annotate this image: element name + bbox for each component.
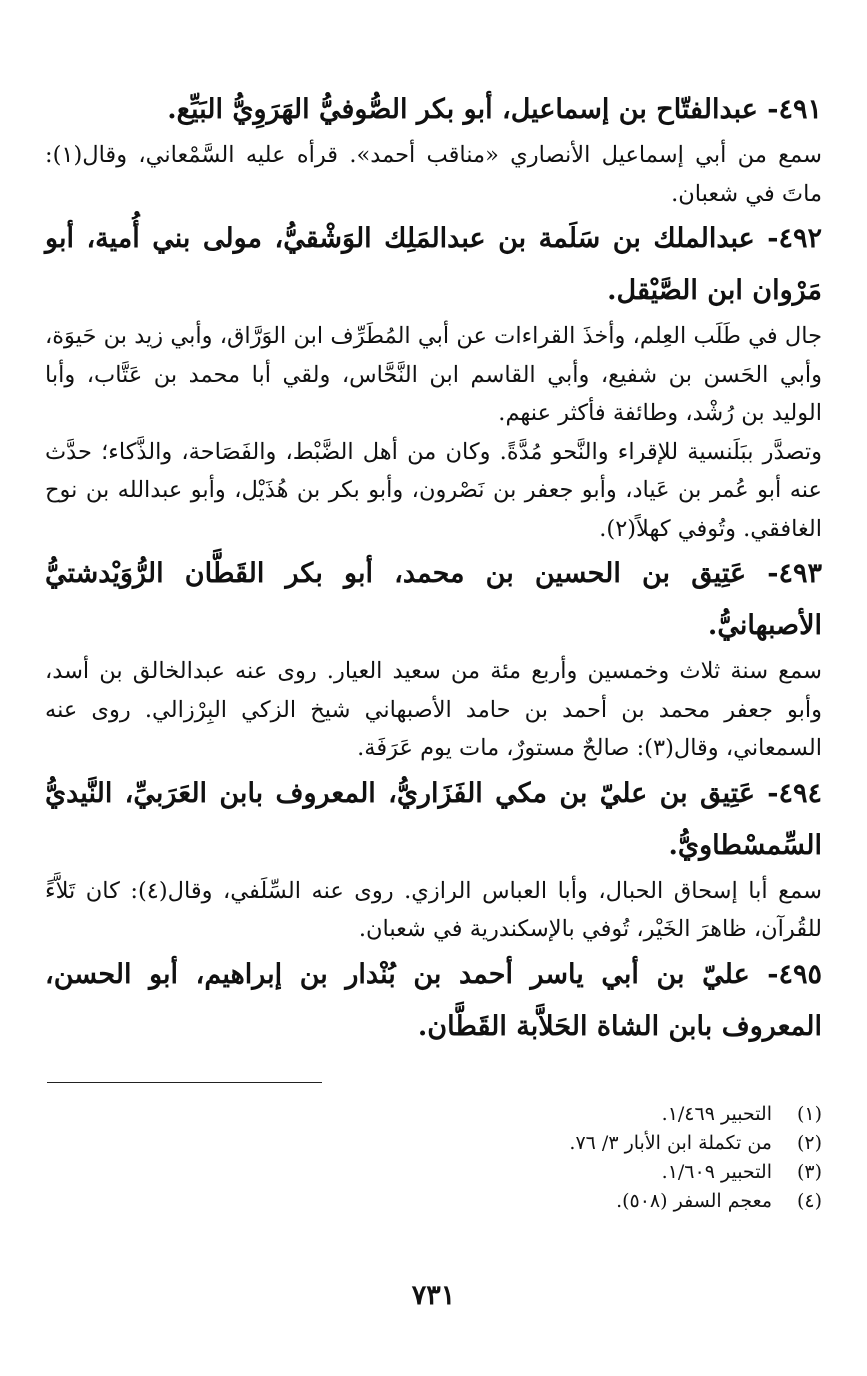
entry-paragraph: جال في طَلَب العِلم، وأخذَ القراءات عن أبي المُطَرِّف ابن الوَرَّاق، وأبي زيد بن حَيوَة، وأبي الحَسن بن شفيع، وأبي القاسم ابن النَّحَّاس، ولقي أبا محمد بن عَتَّاب، وأبا الوليد بن رُشْد، وطائفة فأكثر عنهم. [45,323,822,426]
entry-paragraph: سمع من أبي إسماعيل الأنصاري «مناقب أحمد». قرأه عليه السَّمْعاني، وقال(١): ماتَ في شعبان. [45,142,822,207]
footnote-text: من تكملة ابن الأبار ٣/ ٧٦. [569,1132,772,1154]
footnote-divider [47,1082,322,1083]
entry-paragraph: وتصدَّر ببَلَنسية للإقراء والنَّحو مُدَّةً. وكان من أهل الضَّبْط، والفَصَاحة، والذَّكاء؛ حدَّث عنه أبو عُمر بن عَياد، وأبو جعفر بن نَصْرون، وأبو بكر بن هُذَيْل، وأبو عبدالله بن نوح الغافقي. وتُوفي كهلاً(٢). [45,438,822,542]
entry-paragraph: سمع أبا إسحاق الحبال، وأبا العباس الرازي. روى عنه السِّلَفي، وقال(٤): كان تَلاَّءً للقُرآن، ظاهرَ الخَيْر، تُوفي بالإسكندرية في شعبان. [45,877,822,942]
entry-paragraph: سمع سنة ثلاث وخمسين وأربع مئة من سعيد العيار. روى عنه عبدالخالق بن أسد، وأبو جعفر محمد بن أحمد بن حامد الأصبهاني شيخ الزكي البِرْزالي. روى عنه السمعاني، وقال(٣): صالحٌ مستورٌ، مات يوم عَرَفَة. [45,658,822,761]
footnote-text: التحبير ١/٤٦٩. [661,1103,772,1125]
footnote-number: (٢) [796,1132,822,1154]
footnote-text: التحبير ١/٦٠٩. [661,1161,772,1183]
footnote-text: معجم السفر (٥٠٨). [616,1190,772,1212]
entry-heading: ٤٩٤- عَتِيق بن عليّ بن مكي الفَزَاريُّ، المعروف بابن العَرَبيِّ، النَّيديُّ السِّمسْطاويُّ. [45,777,822,861]
footnote-number: (١) [796,1103,822,1125]
footnote [45,1187,822,1216]
footnote [45,1158,822,1187]
entry-heading: ٤٩٥- عليّ بن أبي ياسر أحمد بن بُنْدار بن إبراهيم، أبو الحسن، المعروف بابن الشاة الحَلاَّبة القَطَّان. [45,958,822,1042]
footnote [45,1129,822,1158]
footnote [45,1100,822,1129]
entry-heading: ٤٩١- عبدالفتّاح بن إسماعيل، أبو بكر الصُّوفيُّ الهَرَوِيُّ البَيِّع. [167,94,822,125]
footnotes [45,1100,822,1216]
page-number: ٧٣١ [411,1280,456,1311]
entry-heading: ٤٩٣- عَتِيق بن الحسين بن محمد، أبو بكر القَطَّان الرُّوَيْدشتيُّ الأصبهانيُّ. [45,558,822,641]
footnote-number: (٣) [796,1161,822,1183]
entry-heading: ٤٩٢- عبدالملك بن سَلَمة بن عبدالمَلِك الوَشْقيُّ، مولى بني أُمية، أبو مَرْوان ابن الصَّيْقل. [45,223,822,306]
footnote-number: (٤) [796,1190,822,1212]
